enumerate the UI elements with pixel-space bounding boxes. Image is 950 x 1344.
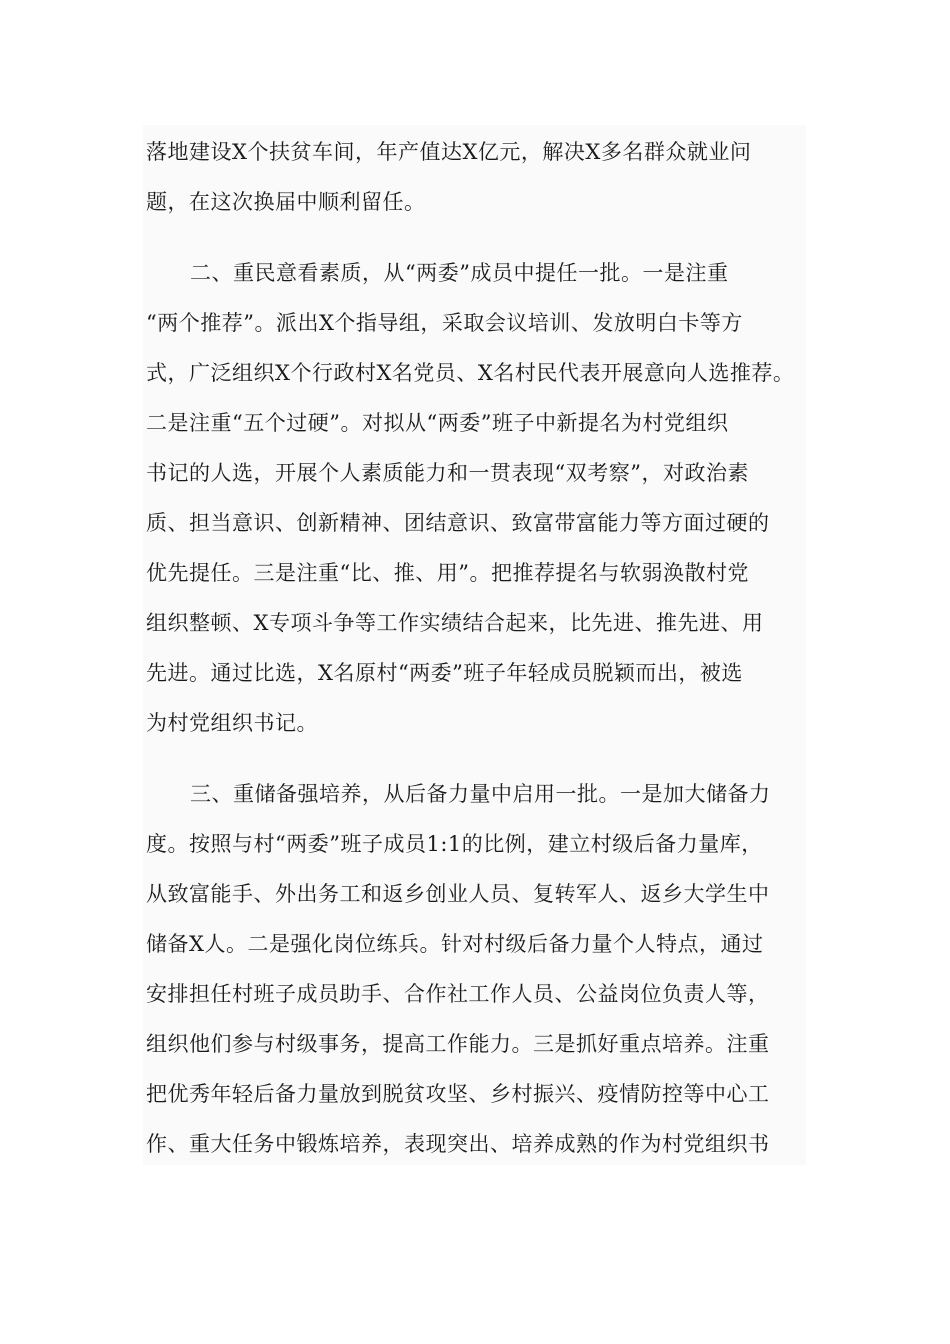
text-line-7: 书记的人选，开展个人素质能力和一贯表现“双考察”，对政治素 [146, 461, 749, 485]
text-line-1: 落地建设X个扶贫车间，年产值达X亿元，解决X多名群众就业问 [146, 140, 752, 164]
section-3-heading-line: 三、重储备强培养，从后备力量中启用一批。一是加大储备力 [190, 782, 771, 806]
text-line-5: 式，广泛组织X个行政村X名党员、X名村民代表开展意向人选推荐。 [146, 361, 795, 385]
document-text-block [143, 125, 806, 1165]
text-line-10: 组织整顿、X专项斗争等工作实绩结合起来，比先进、推先进、用 [146, 611, 764, 635]
text-line-12: 为村党组织书记。 [146, 711, 318, 735]
text-line-19: 把优秀年轻后备力量放到脱贫攻坚、乡村振兴、疫情防控等中心工 [146, 1082, 770, 1106]
text-line-20: 作、重大任务中锻炼培养，表现突出、培养成熟的作为村党组织书 [146, 1132, 770, 1156]
text-line-15: 从致富能手、外出务工和返乡创业人员、复转军人、返乡大学生中 [146, 882, 770, 906]
text-line-8: 质、担当意识、创新精神、团结意识、致富带富能力等方面过硬的 [146, 511, 770, 535]
text-line-6: 二是注重“五个过硬”。对拟从“两委”班子中新提名为村党组织 [146, 411, 729, 435]
text-line-18: 组织他们参与村级事务，提高工作能力。三是抓好重点培养。注重 [146, 1032, 770, 1056]
text-line-9: 优先提任。三是注重“比、推、用”。把推荐提名与软弱涣散村党 [146, 561, 749, 585]
text-line-11: 先进。通过比选，X名原村“两委”班子年轻成员脱颖而出，被选 [146, 661, 743, 685]
text-line-16: 储备X人。二是强化岗位练兵。针对村级后备力量个人特点，通过 [146, 932, 764, 956]
text-line-4: “两个推荐”。派出X个指导组，采取会议培训、发放明白卡等方 [146, 311, 743, 335]
text-line-17: 安排担任村班子成员助手、合作社工作人员、公益岗位负责人等， [146, 982, 770, 1006]
text-line-2: 题，在这次换届中顺利留任。 [146, 190, 426, 214]
section-2-heading-line: 二、重民意看素质，从“两委”成员中提任一批。一是注重 [190, 261, 729, 285]
text-line-14: 度。按照与村“两委”班子成员1:1的比例，建立村级后备力量库， [146, 832, 763, 856]
